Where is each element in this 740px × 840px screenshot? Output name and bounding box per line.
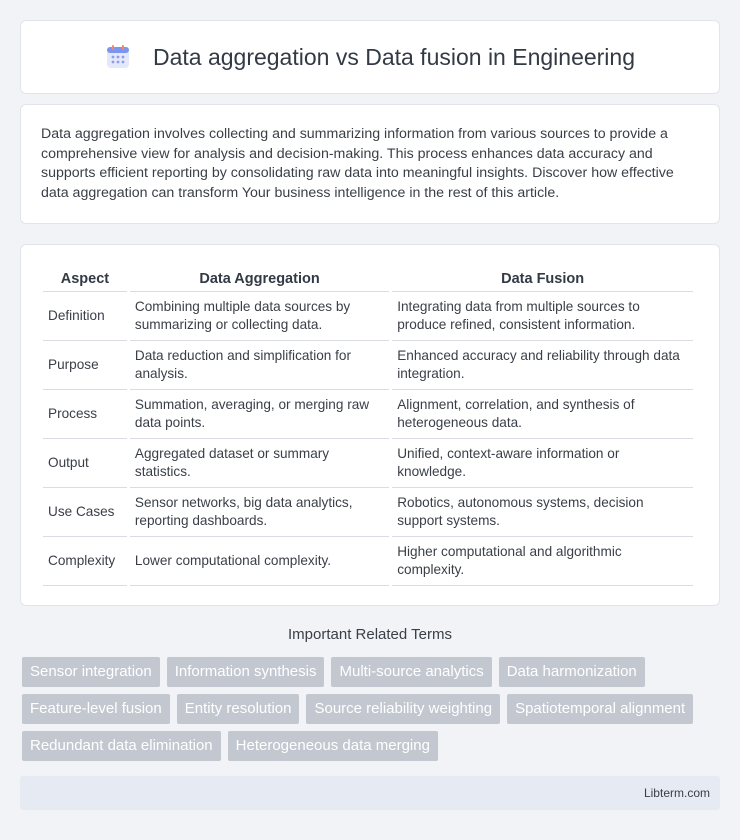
- term-tag[interactable]: Entity resolution: [177, 694, 300, 724]
- header-data-aggregation: Data Aggregation: [130, 265, 389, 292]
- cell-fusion: Enhanced accuracy and reliability through data integration.: [392, 341, 693, 390]
- term-tag[interactable]: Spatiotemporal alignment: [507, 694, 693, 724]
- table-row: [43, 488, 693, 537]
- cell-aspect: Output: [43, 439, 127, 488]
- cell-aspect: Process: [43, 390, 127, 439]
- cell-fusion: Robotics, autonomous systems, decision support systems.: [392, 488, 693, 537]
- term-tag[interactable]: Multi-source analytics: [331, 657, 491, 687]
- cell-aggregation: Data reduction and simplification for analysis.: [130, 341, 389, 390]
- cell-aspect: Complexity: [43, 537, 127, 586]
- term-tag[interactable]: Heterogeneous data merging: [228, 731, 438, 761]
- intro-text: Data aggregation involves collecting and summarizing information from various sources to provide a comprehensive view for analysis and decision-making. This process enhances data accuracy and supports efficient reporting by consolidating raw data into meaningful insights. Discover how effective data aggregation can transform Your business intelligence in the rest of this article.: [41, 126, 674, 201]
- calendar-grid-icon: [105, 44, 131, 70]
- cell-aggregation: Sensor networks, big data analytics, reporting dashboards.: [130, 488, 389, 537]
- cell-fusion: Alignment, correlation, and synthesis of heterogeneous data.: [392, 390, 693, 439]
- cell-aspect: Definition: [43, 292, 127, 341]
- term-tag[interactable]: Redundant data elimination: [22, 731, 221, 761]
- intro-card: [20, 104, 720, 224]
- footer-site-link[interactable]: Libterm.com: [643, 786, 710, 800]
- cell-aggregation: Summation, averaging, or merging raw data points.: [130, 390, 389, 439]
- related-terms-list: [22, 657, 722, 761]
- table-row: [43, 390, 693, 439]
- cell-aspect: Purpose: [43, 341, 127, 390]
- cell-fusion: Integrating data from multiple sources to produce refined, consistent information.: [392, 292, 693, 341]
- table-row: [43, 537, 693, 586]
- page-title: Data aggregation vs Data fusion in Engineering: [152, 43, 636, 70]
- header-card: [20, 20, 720, 94]
- term-tag[interactable]: Information synthesis: [167, 657, 325, 687]
- term-tag[interactable]: Data harmonization: [499, 657, 645, 687]
- term-tag[interactable]: Feature-level fusion: [22, 694, 170, 724]
- comparison-card: [20, 244, 720, 606]
- header-aspect: Aspect: [43, 265, 127, 292]
- cell-aggregation: Combining multiple data sources by summarizing or collecting data.: [130, 292, 389, 341]
- table-row: [43, 341, 693, 390]
- cell-fusion: Unified, context-aware information or knowledge.: [392, 439, 693, 488]
- footer: [20, 776, 720, 810]
- related-terms-title: Important Related Terms: [288, 626, 452, 643]
- cell-fusion: Higher computational and algorithmic complexity.: [392, 537, 693, 586]
- table-row: [43, 439, 693, 488]
- header-data-fusion: Data Fusion: [392, 265, 693, 292]
- cell-aggregation: Aggregated dataset or summary statistics.: [130, 439, 389, 488]
- cell-aggregation: Lower computational complexity.: [130, 537, 389, 586]
- term-tag[interactable]: Sensor integration: [22, 657, 160, 687]
- comparison-table: [40, 265, 696, 586]
- term-tag[interactable]: Source reliability weighting: [306, 694, 500, 724]
- cell-aspect: Use Cases: [43, 488, 127, 537]
- table-row: [43, 292, 693, 341]
- table-header-row: [43, 265, 693, 292]
